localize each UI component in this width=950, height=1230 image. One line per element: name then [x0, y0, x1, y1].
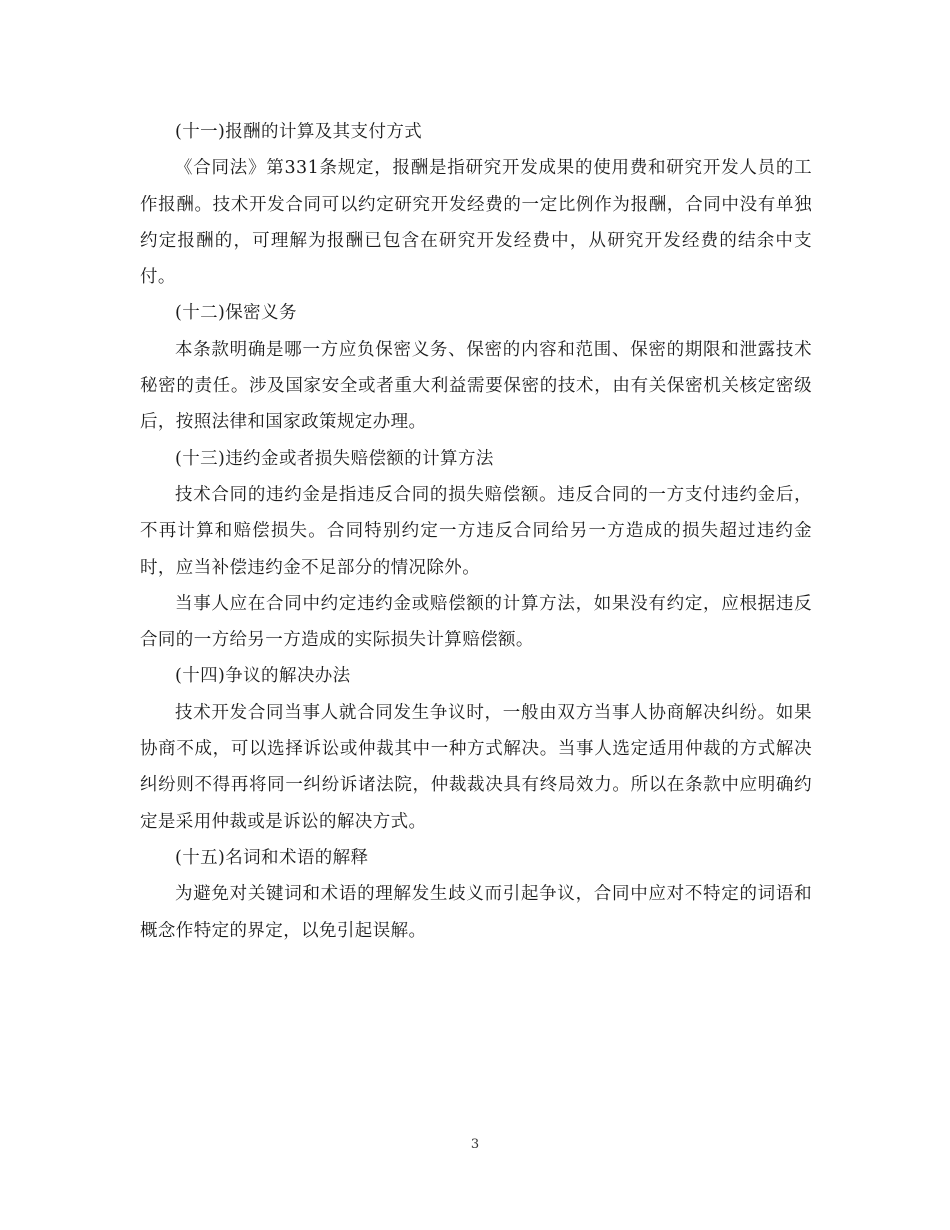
paragraph-remuneration: 《合同法》第331条规定，报酬是指研究开发成果的使用费和研究开发人员的工作报酬。技术开发合同可以约定研究开发经费的一定比例作为报酬，合同中没有单独约定报酬的，可理解为报酬已包含在研究开发经费中，从研究开发经费的结余中支付。 [140, 158, 812, 288]
section-heading-penalty: (十三)违约金或者损失赔偿额的计算方法 [175, 448, 494, 469]
page-number: 3 [470, 1137, 480, 1152]
paragraph-penalty-calculation: 当事人应在合同中约定违约金或赔偿额的计算方法，如果没有约定，应根据违反合同的一方给另一方造成的实际损失计算赔偿额。 [140, 593, 812, 651]
paragraph-dispute: 技术开发合同当事人就合同发生争议时，一般由双方当事人协商解决纠纷。如果协商不成，可以选择诉讼或仲裁其中一种方式解决。当事人选定适用仲裁的方式解决纠纷则不得再将同一纠纷诉诸法院，仲裁裁决具有终局效力。所以在条款中应明确约定是采用仲裁或是诉讼的解决方式。 [140, 702, 812, 832]
paragraph-terms: 为避免对关键词和术语的理解发生歧义而引起争议，合同中应对不特定的词语和概念作特定的界定，以免引起误解。 [140, 884, 812, 941]
section-heading-remuneration: (十一)报酬的计算及其支付方式 [175, 122, 423, 142]
section-heading-terms: (十五)名词和术语的解释 [175, 847, 369, 868]
paragraph-confidentiality: 本条款明确是哪一方应负保密义务、保密的内容和范围、保密的期限和泄露技术秘密的责任。涉及国家安全或者重大利益需要保密的技术，由有关保密机关核定密级后，按照法律和国家政策规定办理。 [140, 339, 812, 433]
section-heading-confidentiality: (十二)保密义务 [175, 303, 297, 324]
section-heading-dispute: (十四)争议的解决办法 [175, 666, 351, 687]
document-body [140, 114, 812, 949]
paragraph-penalty-definition: 技术合同的违约金是指违反合同的损失赔偿额。违反合同的一方支付违约金后，不再计算和赔偿损失。合同特别约定一方违反合同给另一方造成的损失超过违约金时，应当补偿违约金不足部分的情况除外。 [140, 484, 812, 578]
